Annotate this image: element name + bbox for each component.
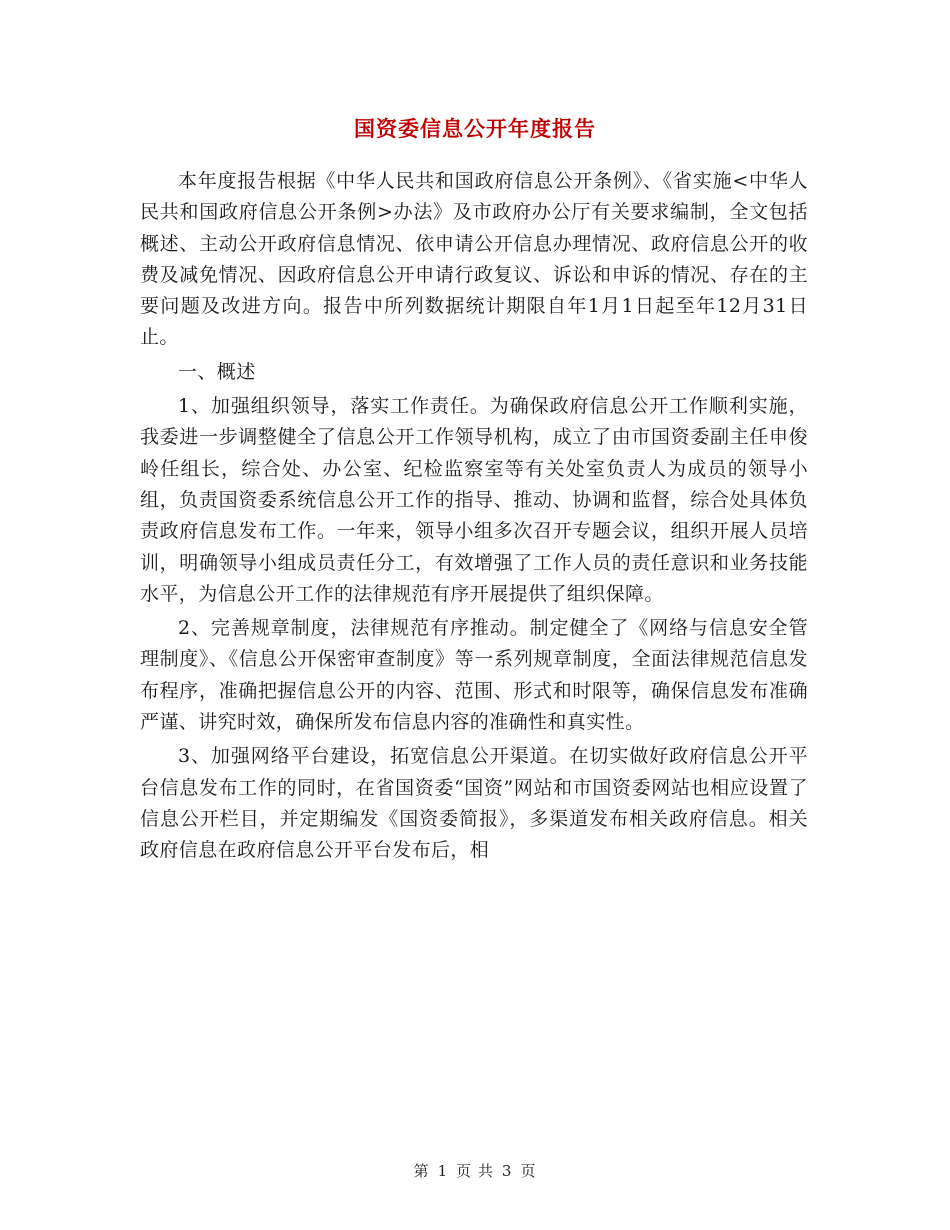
paragraph-network-platform: 3、加强网络平台建设，拓宽信息公开渠道。在切实做好政府信息公开平台信息发布工作的同时，在省国资委“国资”网站和市国资委网站也相应设置了信息公开栏目，并定期编发《国资委简报》，多渠道发布相关政府信息。相关政府信息在政府信息公开平台发布后，相 (140, 745, 808, 862)
section-heading-overview: 一、概述 (178, 360, 256, 383)
paragraph-leadership: 1、加强组织领导，落实工作责任。为确保政府信息公开工作顺利实施，我委进一步调整健全了信息公开工作领导机构，成立了由市国资委副主任申俊岭任组长，综合处、办公室、纪检监察室等有关处室负责人为成员的领导小组，负责国资委系统信息公开工作的指导、推动、协调和监督，综合处具体负责政府信息发布工作。一年来，领导小组多次召开专题会议，组织开展人员培训，明确领导小组成员责任分工，有效增强了工作人员的责任意识和业务技能水平，为信息公开工作的法律规范有序开展提供了组织保障。 (140, 395, 808, 605)
footer-page-current: 1 (437, 1162, 449, 1180)
page-footer (0, 1160, 950, 1181)
footer-page-suffix: 页 (520, 1162, 537, 1180)
paragraph-regulations: 2、完善规章制度，法律规范有序推动。制定健全了《网络与信息安全管理制度》、《信息公开保密审查制度》等一系列规章制度，全面法律规范信息发布程序，准确把握信息公开的内容、范围、形式和时限等，确保信息发布准确严谨、讲究时效，确保所发布信息内容的准确性和真实性。 (140, 617, 808, 734)
footer-page-total: 3 (501, 1162, 513, 1180)
footer-page-mid: 页 共 (456, 1162, 494, 1180)
document-body (140, 166, 808, 870)
footer-page-prefix: 第 (413, 1162, 430, 1180)
paragraph-intro: 本年度报告根据《中华人民共和国政府信息公开条例》、《省实施<中华人民共和国政府信息公开条例>办法》及市政府办公厅有关要求编制，全文包括概述、主动公开政府信息情况、依申请公开信息办理情况、政府信息公开的收费及减免情况、因政府信息公开申请行政复议、诉讼和申诉的情况、存在的主要问题及改进方向。报告中所列数据统计期限自年1月1日起至年12月31日止。 (140, 170, 808, 349)
document-title: 国资委信息公开年度报告 (354, 116, 596, 141)
